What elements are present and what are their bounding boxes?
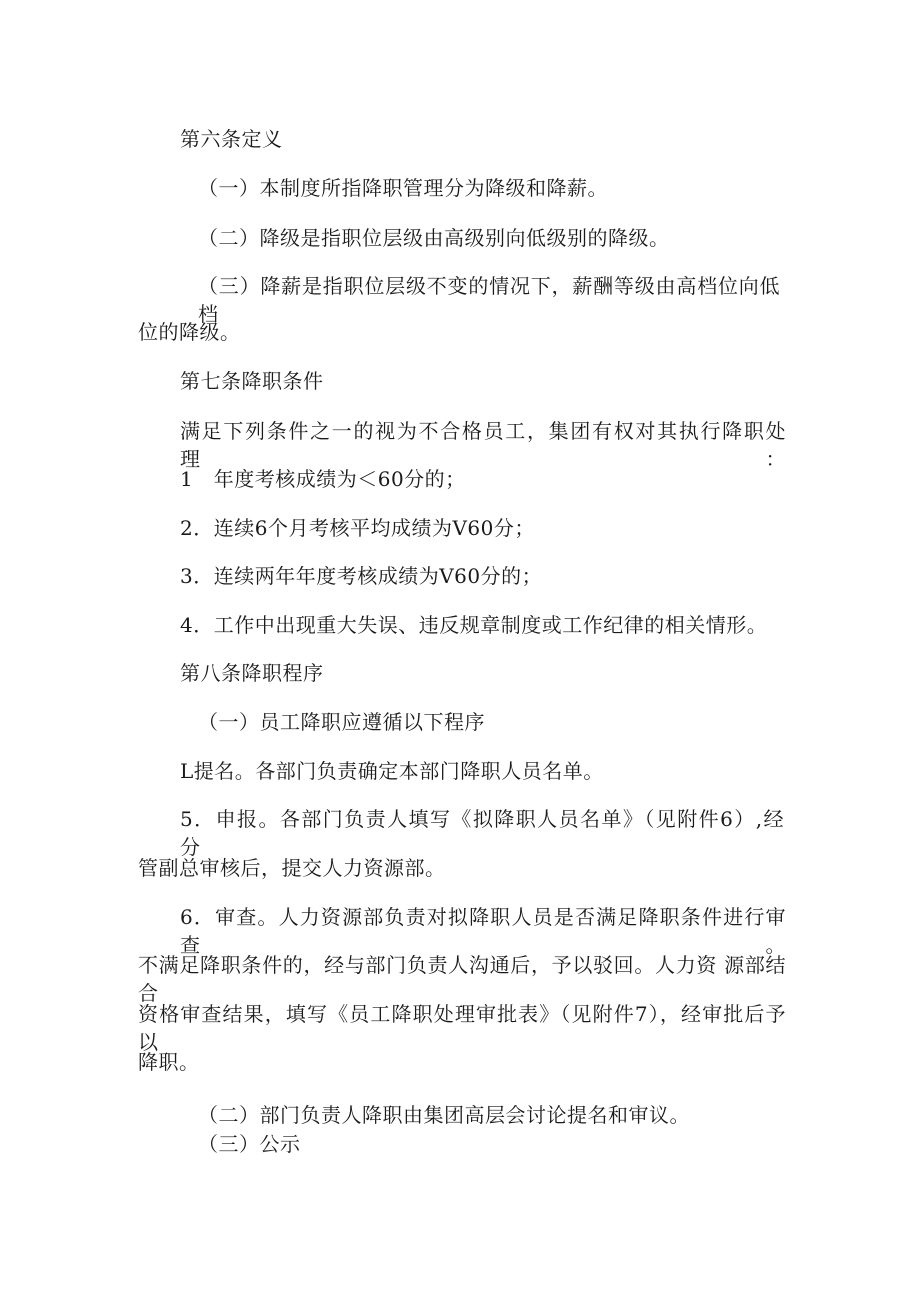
article-8-item-2: （二）部门负责人降职由集团高层会讨论提名和审议。 [198,1103,690,1127]
article-8-step-report-line-1: 5．申报。各部门负责人填写《拟降职人员名单》（见附件6）,经 分 [180,807,784,859]
article-8-step-review-line-2: 不满足降职条件的，经与部门负责人沟通后，予以驳回。人力资 源部结合 [138,953,786,1005]
article-6-item-1: （一）本制度所指降职管理分为降级和降薪。 [198,176,608,200]
article-8-step-review-line-4: 降职。 [138,1050,200,1074]
article-8-step-nominate: L提名。各部门负责确定本部门降职人员名单。 [180,759,604,783]
article-6-heading: 第六条定义 [180,127,283,151]
article-8-heading: 第八条降职程序 [180,661,324,685]
article-7-condition-1: 1 年度考核成绩为＜60分的； [180,467,466,491]
article-8-item-3: （三）公示 [198,1132,301,1156]
article-8-step-review-line-3: 资格审查结果，填写《员工降职处理审批表》（见附件7），经审批后予以 [138,1002,786,1054]
article-7-condition-2: 2．连续6个月考核平均成绩为V60分； [180,516,535,540]
article-7-condition-3: 3．连续两年年度考核成绩为V60分的； [180,564,543,588]
article-6-item-2: （二）降级是指职位层级由高级别向低级别的降级。 [198,226,670,250]
article-6-item-3-line-1: （三）降薪是指职位层级不变的情况下，薪酬等级由高档位向低 档 [198,274,780,326]
article-7-condition-4: 4．工作中出现重大失误、违反规章制度或工作纪律的相关情形。 [180,613,768,637]
article-8-item-1: （一）员工降职应遵循以下程序 [198,710,485,734]
article-7-heading: 第七条降职条件 [180,369,324,393]
article-8-step-review-line-1: 6．审查。人力资源部负责对拟降职人员是否满足降职条件进行审 查。 [180,905,786,957]
article-6-item-3-line-2: 位的降级。 [138,320,241,344]
article-7-intro: 满足下列条件之一的视为不合格员工，集团有权对其执行降职处 理： [180,419,807,471]
article-8-step-report-line-2: 管副总审核后，提交人力资源部。 [138,856,446,880]
